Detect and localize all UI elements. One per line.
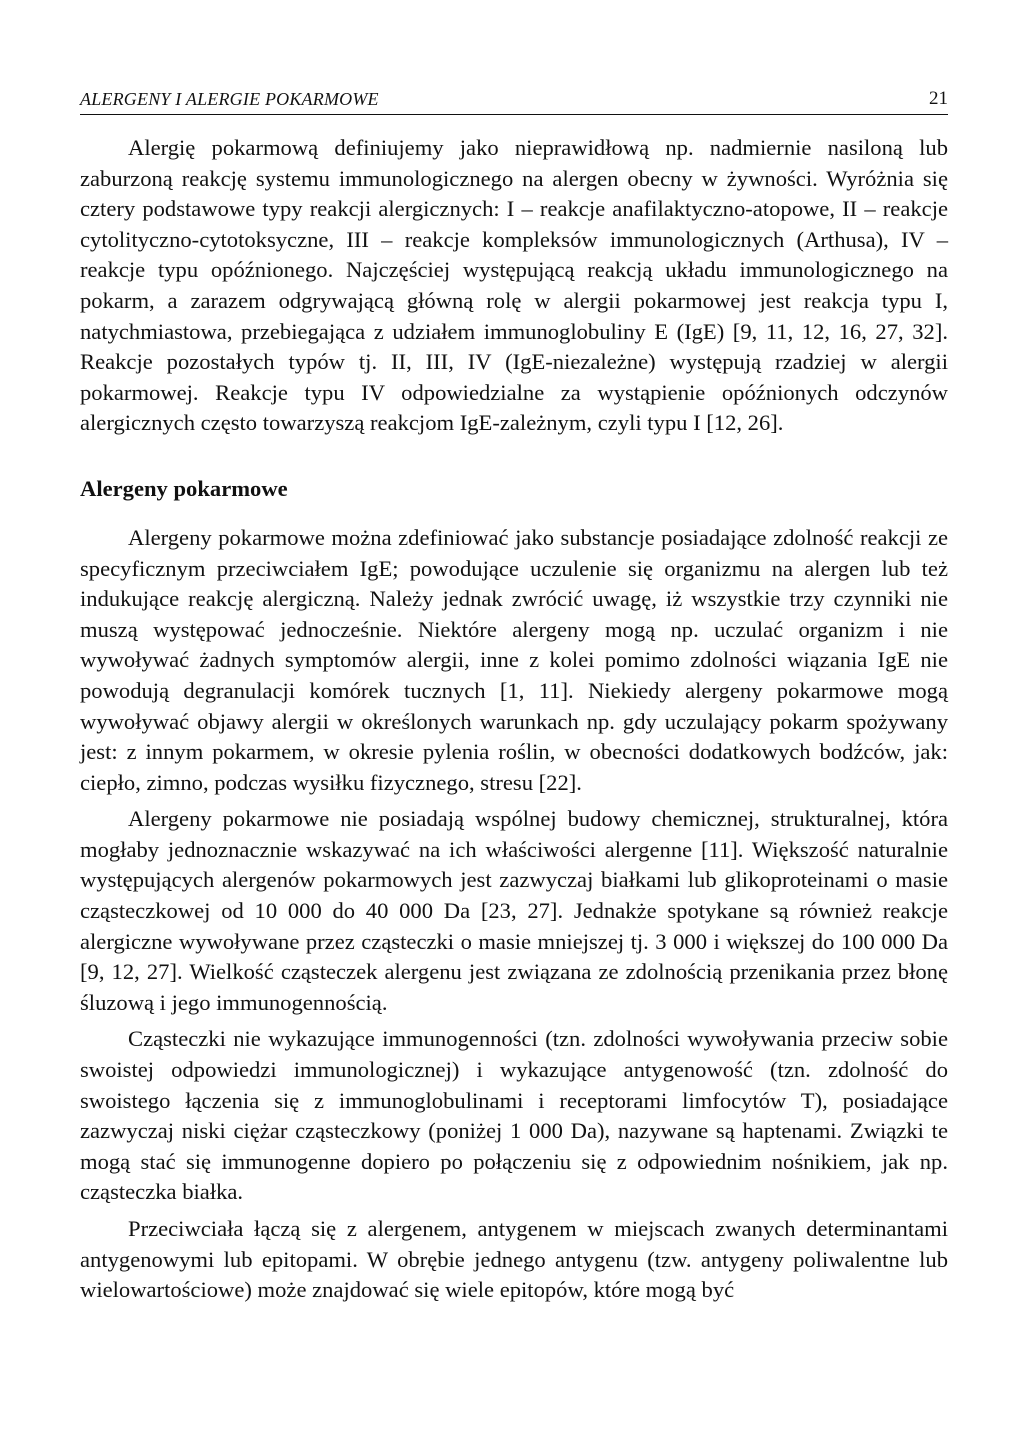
running-title: ALERGENY I ALERGIE POKARMOWE: [80, 89, 379, 109]
paragraph: Przeciwciała łączą się z alergenem, antygenem w miejscach zwanych determinantami antygenowymi lub epitopami. W obrębie jednego antygenu (tzw. antygeny poliwalentne lub wielowartościowe) może znajdować się wiele epitopów, które mogą być: [80, 1216, 948, 1303]
running-header: [80, 88, 948, 115]
body-text: [80, 133, 948, 1306]
paragraph: Alergeny pokarmowe nie posiadają wspólnej budowy chemicznej, strukturalnej, która mogłaby jednoznacznie wskazywać na ich właściwości alergenne [11]. Większość naturalnie występujących alergenów pokarmowych jest zazwyczaj białkami lub glikoproteinami o masie cząsteczkowej od 10 000 do 40 000 Da [23, 27]. Jednakże spotykane są również reakcje alergiczne wywoływane przez cząsteczki o masie mniejszej tj. 3 000 i większej do 100 000 Da [9, 12, 27]. Wielkość cząsteczek alergenu jest związana ze zdolnością przenikania przez błonę śluzową i jego immunogennością.: [80, 806, 948, 1015]
document-page: [80, 88, 948, 1306]
paragraph: Cząsteczki nie wykazujące immunogenności (tzn. zdolności wywoływania przeciw sobie swoistej odpowiedzi immunologicznej) i wykazujące antygenowość (tzn. zdolność do swoistego łączenia się z immunoglobulinami i receptorami limfocytów T), posiadające zazwyczaj niski ciężar cząsteczkowy (poniżej 1 000 Da), nazywane są haptenami. Związki te mogą stać się immunogenne dopiero po połączeniu się z odpowiednim nośnikiem, jak np. cząsteczka białka.: [80, 1026, 948, 1205]
page-number: 21: [929, 88, 948, 109]
paragraph: Alergię pokarmową definiujemy jako nieprawidłową np. nadmiernie nasiloną lub zaburzoną reakcję systemu immunologicznego na alergen obecny w żywności. Wyróżnia się cztery podstawowe typy reakcji alergicznych: I – reakcje anafilaktyczno-atopowe, II – reakcje cytolityczno-cytotoksyczne, III – reakcje kompleksów immunologicznych (Arthusa), IV – reakcje typu opóźnionego. Najczęściej występującą reakcją układu immunologicznego na pokarm, a zarazem odgrywającą główną rolę w alergii pokarmowej jest reakcja typu I, natychmiastowa, przebiegająca z udziałem immunoglobuliny E (IgE) [9, 11, 12, 16, 27, 32]. Reakcje pozostałych typów tj. II, III, IV (IgE-niezależne) występują rzadziej w alergii pokarmowej. Reakcje typu IV odpowiedzialne za wystąpienie opóźnionych odczynów alergicznych często towarzyszą reakcjom IgE-zależnym, czyli typu I [12, 26].: [80, 135, 948, 436]
paragraph: Alergeny pokarmowe można zdefiniować jako substancje posiadające zdolność reakcji ze specyficznym przeciwciałem IgE; powodujące uczulenie się organizmu na alergen lub też indukujące reakcję alergiczną. Należy jednak zwrócić uwagę, iż wszystkie trzy czynniki nie muszą występować jednocześnie. Niektóre alergeny mogą np. uczulać organizm i nie wywoływać żadnych symptomów alergii, inne z kolei pomimo zdolności wiązania IgE nie powodują degranulacji komórek tucznych [1, 11]. Niekiedy alergeny pokarmowe mogą wywoływać objawy alergii w określonych warunkach np. gdy uczulający pokarm spożywany jest: z innym pokarmem, w okresie pylenia roślin, w obecności dodatkowych bodźców, jak: ciepło, zimno, podczas wysiłku fizycznego, stresu [22].: [80, 524, 948, 795]
section-heading: Alergeny pokarmowe: [80, 475, 288, 501]
